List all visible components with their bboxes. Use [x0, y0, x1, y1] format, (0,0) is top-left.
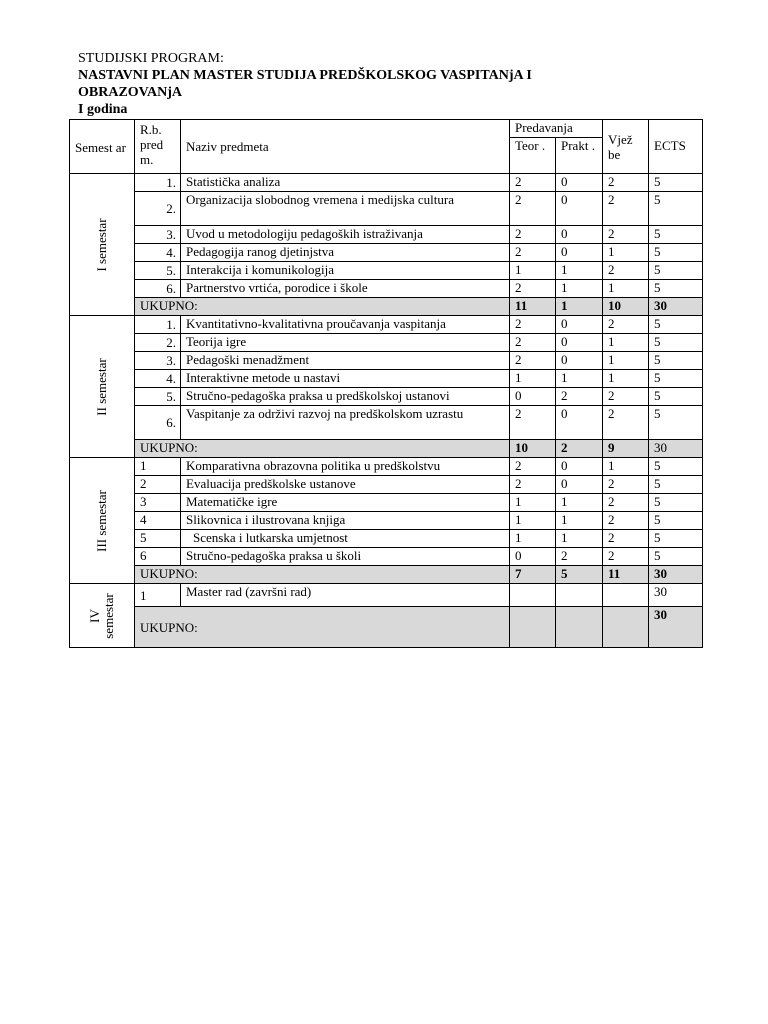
total-label: UKUPNO: [135, 607, 510, 648]
table-row [70, 458, 703, 476]
prakt-value [556, 584, 603, 607]
prakt-value: 0 [556, 244, 603, 262]
ects-value: 5 [649, 262, 703, 280]
teor-value: 2 [510, 406, 556, 440]
table-row [70, 388, 703, 406]
row-number: 4. [135, 244, 181, 262]
teor-value: 2 [510, 316, 556, 334]
subject-name: Teorija igre [181, 334, 510, 352]
total-teor [510, 607, 556, 648]
document-header [78, 50, 718, 118]
ects-value: 5 [649, 334, 703, 352]
total-ects: 30 [649, 566, 703, 584]
total-ects: 30 [649, 607, 703, 648]
table-row [70, 174, 703, 192]
total-label: UKUPNO: [135, 440, 510, 458]
table-row [70, 334, 703, 352]
year-label: I godina [78, 102, 128, 117]
prakt-value: 1 [556, 280, 603, 298]
subject-name: Pedagogija ranog djetinjstva [181, 244, 510, 262]
ects-value: 5 [649, 352, 703, 370]
total-ects: 30 [649, 298, 703, 316]
teor-value: 2 [510, 458, 556, 476]
prakt-value: 2 [556, 548, 603, 566]
ects-value: 5 [649, 548, 703, 566]
total-row [70, 566, 703, 584]
teor-value: 2 [510, 192, 556, 226]
total-row [70, 298, 703, 316]
ects-value: 5 [649, 406, 703, 440]
total-vjezbe: 11 [603, 566, 649, 584]
total-label: UKUPNO: [135, 566, 510, 584]
total-label: UKUPNO: [135, 298, 510, 316]
vjezbe-value: 2 [603, 530, 649, 548]
table-row [70, 584, 703, 607]
row-number: 6. [135, 280, 181, 298]
subject-name: Kvantitativno-kvalitativna proučavanja vaspitanja [181, 316, 510, 334]
table-row [70, 406, 703, 440]
semester-label: I semestar [70, 174, 135, 316]
vjezbe-value: 1 [603, 334, 649, 352]
plan-title-cont: OBRAZOVANjA [78, 85, 182, 100]
teor-value: 1 [510, 494, 556, 512]
ects-value: 5 [649, 244, 703, 262]
row-number: 4. [135, 370, 181, 388]
prakt-value: 0 [556, 352, 603, 370]
subject-name: Pedagoški menadžment [181, 352, 510, 370]
ects-value: 5 [649, 316, 703, 334]
teor-value: 1 [510, 370, 556, 388]
prakt-value: 0 [556, 334, 603, 352]
vjezbe-value: 2 [603, 262, 649, 280]
subject-name: Stručno-pedagoška praksa u predškolskoj ustanovi [181, 388, 510, 406]
teor-value: 0 [510, 548, 556, 566]
prakt-value: 0 [556, 226, 603, 244]
ects-value: 5 [649, 458, 703, 476]
row-number: 1. [135, 316, 181, 334]
col-teor: Teor . [510, 138, 556, 174]
col-semestar: Semest ar [70, 120, 135, 174]
vjezbe-value: 2 [603, 476, 649, 494]
vjezbe-value: 1 [603, 244, 649, 262]
vjezbe-value: 2 [603, 316, 649, 334]
total-teor: 7 [510, 566, 556, 584]
prakt-value: 1 [556, 512, 603, 530]
subject-name: Evaluacija predškolske ustanove [181, 476, 510, 494]
col-vjezbe: Vjež be [603, 120, 649, 174]
table-row [70, 548, 703, 566]
subject-name: Master rad (završni rad) [181, 584, 510, 607]
teor-value: 2 [510, 334, 556, 352]
ects-value: 30 [649, 584, 703, 607]
total-row [70, 607, 703, 648]
vjezbe-value: 1 [603, 458, 649, 476]
ects-value: 5 [649, 494, 703, 512]
vjezbe-value: 2 [603, 548, 649, 566]
vjezbe-value: 2 [603, 226, 649, 244]
subject-name: Interakcija i komunikologija [181, 262, 510, 280]
semester-label: III semestar [70, 458, 135, 584]
table-row [70, 244, 703, 262]
total-prakt: 1 [556, 298, 603, 316]
teor-value: 2 [510, 352, 556, 370]
subject-name: Vaspitanje za održivi razvoj na predškolskom uzrastu [181, 406, 510, 440]
row-number: 5. [135, 388, 181, 406]
subject-name: Interaktivne metode u nastavi [181, 370, 510, 388]
subject-name: Uvod u metodologiju pedagoških istraživanja [181, 226, 510, 244]
row-number: 1. [135, 174, 181, 192]
table-row [70, 262, 703, 280]
prakt-value: 0 [556, 192, 603, 226]
prakt-value: 0 [556, 458, 603, 476]
teor-value: 2 [510, 174, 556, 192]
vjezbe-value: 2 [603, 388, 649, 406]
ects-value: 5 [649, 174, 703, 192]
row-number: 3. [135, 226, 181, 244]
teor-value: 2 [510, 476, 556, 494]
total-vjezbe: 9 [603, 440, 649, 458]
table-row [70, 494, 703, 512]
table-row [70, 370, 703, 388]
prakt-value: 1 [556, 262, 603, 280]
ects-value: 5 [649, 388, 703, 406]
subject-name: Stručno-pedagoška praksa u školi [181, 548, 510, 566]
prakt-value: 1 [556, 370, 603, 388]
ects-value: 5 [649, 192, 703, 226]
subject-name: Partnerstvo vrtića, porodice i škole [181, 280, 510, 298]
teor-value: 0 [510, 388, 556, 406]
table-row [70, 226, 703, 244]
vjezbe-value: 2 [603, 494, 649, 512]
table-row [70, 280, 703, 298]
vjezbe-value: 2 [603, 406, 649, 440]
program-label: STUDIJSKI PROGRAM: [78, 51, 224, 66]
total-prakt: 2 [556, 440, 603, 458]
prakt-value: 1 [556, 494, 603, 512]
table-row [70, 512, 703, 530]
total-teor: 10 [510, 440, 556, 458]
col-ects: ECTS [649, 120, 703, 174]
row-number: 1 [135, 458, 181, 476]
table-row [70, 192, 703, 226]
row-number: 5 [135, 530, 181, 548]
subject-name: Slikovnica i ilustrovana knjiga [181, 512, 510, 530]
col-prakt: Prakt . [556, 138, 603, 174]
teor-value: 1 [510, 530, 556, 548]
plan-title: NASTAVNI PLAN MASTER STUDIJA PREDŠKOLSKOG VASPITANjA I [78, 68, 532, 83]
ects-value: 5 [649, 476, 703, 494]
subject-name: Statistička analiza [181, 174, 510, 192]
vjezbe-value: 1 [603, 280, 649, 298]
row-number: 2. [135, 192, 181, 226]
row-number: 6 [135, 548, 181, 566]
table-row [70, 476, 703, 494]
table-row [70, 316, 703, 334]
total-row [70, 440, 703, 458]
ects-value: 5 [649, 512, 703, 530]
ects-value: 5 [649, 370, 703, 388]
teor-value: 2 [510, 226, 556, 244]
total-vjezbe: 10 [603, 298, 649, 316]
row-number: 2 [135, 476, 181, 494]
ects-value: 5 [649, 530, 703, 548]
vjezbe-value: 1 [603, 370, 649, 388]
subject-name: Matematičke igre [181, 494, 510, 512]
vjezbe-value [603, 584, 649, 607]
teor-value: 2 [510, 280, 556, 298]
vjezbe-value: 2 [603, 192, 649, 226]
vjezbe-value: 2 [603, 174, 649, 192]
table-row [70, 530, 703, 548]
teor-value: 1 [510, 262, 556, 280]
vjezbe-value: 2 [603, 512, 649, 530]
ects-value: 5 [649, 280, 703, 298]
prakt-value: 2 [556, 388, 603, 406]
col-predavanja: Predavanja [510, 120, 603, 138]
total-vjezbe [603, 607, 649, 648]
vjezbe-value: 1 [603, 352, 649, 370]
prakt-value: 1 [556, 530, 603, 548]
semester-label: II semestar [70, 316, 135, 458]
teor-value: 1 [510, 512, 556, 530]
row-number: 4 [135, 512, 181, 530]
teor-value: 2 [510, 244, 556, 262]
prakt-value: 0 [556, 316, 603, 334]
col-rb: R.b. pred m. [135, 120, 181, 174]
table-row [70, 352, 703, 370]
subject-name: Komparativna obrazovna politika u predškolstvu [181, 458, 510, 476]
prakt-value: 0 [556, 476, 603, 494]
semester-label: IV semestar [70, 584, 135, 648]
teor-value [510, 584, 556, 607]
row-number: 3 [135, 494, 181, 512]
row-number: 2. [135, 334, 181, 352]
subject-name: Organizacija slobodnog vremena i medijska cultura [181, 192, 510, 226]
ects-value: 5 [649, 226, 703, 244]
total-prakt [556, 607, 603, 648]
row-number: 5. [135, 262, 181, 280]
total-prakt: 5 [556, 566, 603, 584]
total-ects: 30 [649, 440, 703, 458]
curriculum-table [69, 119, 703, 648]
row-number: 1 [135, 584, 181, 607]
total-teor: 11 [510, 298, 556, 316]
row-number: 3. [135, 352, 181, 370]
subject-name: Scenska i lutkarska umjetnost [181, 530, 510, 548]
col-naziv: Naziv predmeta [181, 120, 510, 174]
row-number: 6. [135, 406, 181, 440]
prakt-value: 0 [556, 406, 603, 440]
prakt-value: 0 [556, 174, 603, 192]
